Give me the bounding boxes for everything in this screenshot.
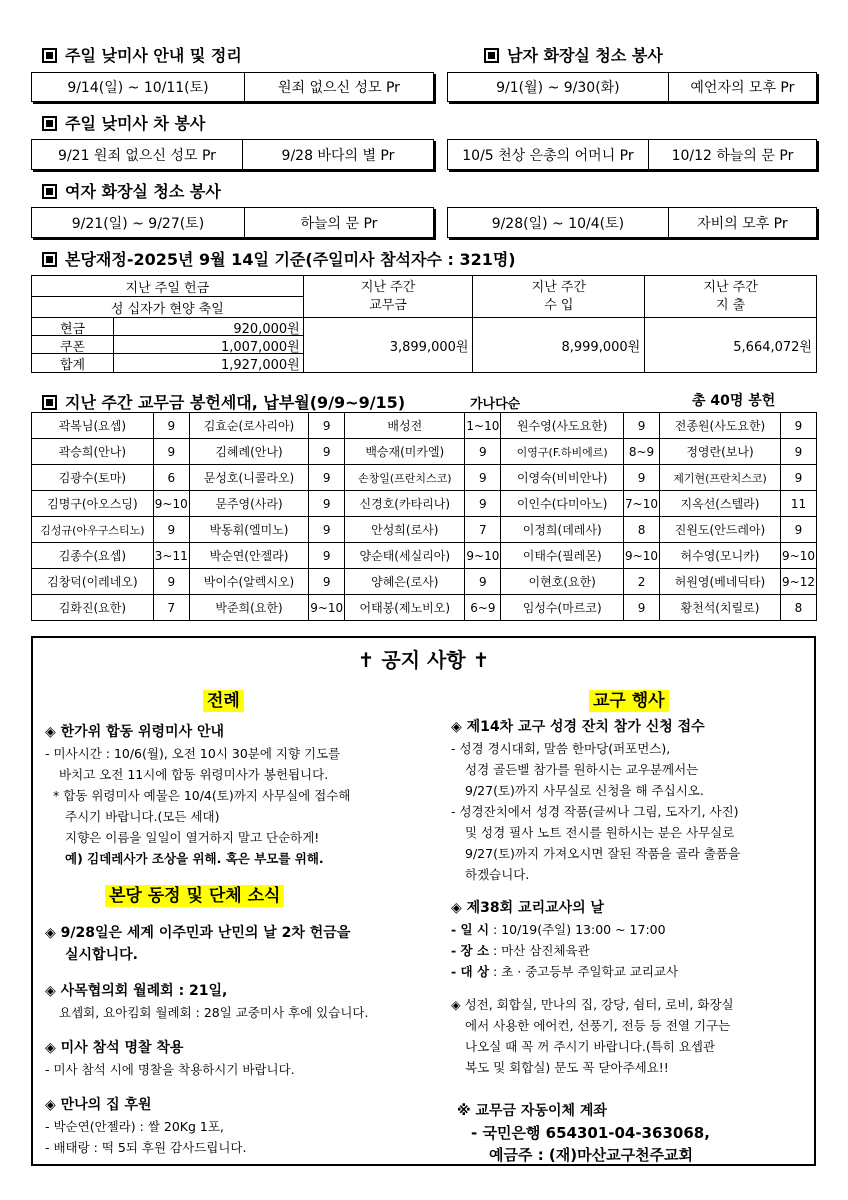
donor-name: 김혜례(안나) [189,439,308,465]
donor-name: 곽복님(요셉) [32,413,154,439]
table-row [32,491,817,517]
account-title: ※ 교무금 자동이체 계좌 [457,1103,607,1119]
donation-months: 9 [624,595,660,621]
donor-name: 배성전 [345,413,465,439]
manna-house-notice: ◈ 만나의 집 후원 [45,1097,152,1113]
donor-name: 박준희(요한) [189,595,308,621]
donor-name: 백승재(미카엘) [345,439,465,465]
donation-months: 11 [780,491,816,517]
donation-months: 3~11 [153,543,189,569]
donor-name: 박이수(알렉시오) [189,569,308,595]
group-cell: 예언자의 모후 Pr [690,80,795,96]
donation-months: 9 [309,517,345,543]
expense-value: 5,664,072원 [645,318,817,373]
account-number: - 국민은행 654301-04-363068, [471,1124,710,1142]
donations-table [31,412,817,621]
group-cell: 원죄 없으신 성모 Pr [277,80,400,96]
cross-feast-header: 성 십자가 현양 축일 [32,297,304,318]
donation-months: 9 [465,465,501,491]
donor-name: 김광수(토마) [32,465,154,491]
donation-months: 6~9 [465,595,501,621]
donation-months: 9 [624,465,660,491]
table-row [32,465,817,491]
finance-table [31,275,817,373]
square-bullet-icon [484,48,499,63]
tea-service-item: 9/21 원죄 없으신 성모 Pr [32,140,243,169]
notice-box [31,636,816,1166]
donor-name: 어태봉(제노비오) [345,595,465,621]
donor-name: 원수영(사도요한) [501,413,624,439]
donor-name: 김종수(요셉) [32,543,154,569]
donor-name: 이영숙(비비안나) [501,465,624,491]
tea-service-item: 10/12 하늘의 문 Pr [671,147,794,164]
donation-months: 9 [309,439,345,465]
donation-months: 9 [309,465,345,491]
donation-months: 9 [309,543,345,569]
donor-name: 황천석(치릴로) [660,595,781,621]
donor-name: 이현호(요한) [501,569,624,595]
donation-months: 9 [309,413,345,439]
donor-name: 신경호(카타리나) [345,491,465,517]
sunday-offering-header: 지난 주일 헌금 [32,276,304,297]
income-header: 지난 주간 수 입 [473,276,645,318]
donation-months: 8 [624,517,660,543]
donation-months: 2 [624,569,660,595]
donor-name: 임성수(마르코) [501,595,624,621]
donation-months: 1~10 [465,413,501,439]
donation-months: 7 [465,517,501,543]
period-cell: 9/28(일) ~ 10/4(토) [448,208,669,237]
community-heading: 본당 동정 및 단체 소식 [105,881,284,906]
donation-months: 8 [780,595,816,621]
donor-name: 이인수(다미아노) [501,491,624,517]
district-heading: 교구 행사 [589,686,669,711]
donation-months: 9 [153,569,189,595]
donor-name: 이정희(데레사) [501,517,624,543]
donation-months: 9 [465,569,501,595]
donor-name: 제기현(프란치스코) [660,465,781,491]
migrant-day-notice: ◈ 9/28일은 세계 이주민과 난민의 날 2차 헌금을 [45,925,351,941]
donation-months: 7 [153,595,189,621]
donation-months: 9 [780,517,816,543]
donor-name: 진원도(안드레아) [660,517,781,543]
square-bullet-icon [42,252,57,267]
donations-total: 총 40명 봉헌 [692,393,776,409]
donation-months: 9 [624,413,660,439]
memorial-mass-title: ◈ 한가위 합동 위령미사 안내 [45,724,225,740]
men-restroom-box [447,72,817,102]
donation-months: 9 [465,439,501,465]
donation-months: 9 [780,465,816,491]
account-section [457,1100,807,1166]
donor-name: 정영란(보나) [660,439,781,465]
donation-months: 9~10 [624,543,660,569]
period-cell: 9/21(일) ~ 9/27(토) [32,208,245,237]
donation-months: 9~10 [153,491,189,517]
square-bullet-icon [42,395,57,410]
income-value: 8,999,000원 [473,318,645,373]
table-row [32,413,817,439]
finance-title: 본당재정-2025년 9월 14일 기준(주일미사 참석자수 : 321명) [42,247,516,270]
donation-months: 9~10 [780,543,816,569]
donor-name: 김창덕(이레네오) [32,569,154,595]
group-cell: 하늘의 문 Pr [300,215,378,232]
men-restroom-title: 남자 화장실 청소 봉사 [484,43,663,66]
women-restroom-title: 여자 화장실 청소 봉사 [42,179,221,202]
donations-note: 가나다순 [470,397,521,412]
council-meeting-notice: ◈ 사목협의회 월례회 : 21일, [45,983,228,999]
district-section: ◈ 제14차 교구 성경 잔치 참가 신청 접수 - 성경 경시대회, 말씀 한마당(퍼포먼스), 성경 골든벨 참가를 원하시는 교우분께서는 9/27(토)까지 사무실로 신청을 해 주십시오. - 성경잔치에서 성경 작품(글씨나 그림, 도자기, 사진) 및 성경 필사 노트 전시를 원하시는 분은 사무실로 9/27(토)까지 가져오시면 잘된 작품을 골라 출품을 하겠습니다. ◈ 제38회 교리교사의 날 - 일 시 : 10/19(주일) 13:00 ~ 17:00 - 장 소 : 마산 삼진체육관 - 대 상 : 초 · 중고등부 주일학교 교리교사 ◈ 성전, 회합실, 만나의 집, 강당, 쉼터, 로비, 화장실 에서 사용한 에어컨, 선풍기, 전등 등 전열 기구는 나오실 때 꼭 꺼 주시기 바랍니다.(특히 요셉관 복도 및 회합실) 문도 꼭 닫아주세요!! [451,716,811,1078]
table-row [32,595,817,621]
donations-title: 지난 주간 교무금 봉헌세대, 납부월(9/9~9/15) [42,390,405,413]
donor-name: 이영구(F.하비에르) [501,439,624,465]
liturgy-section: ◈ 한가위 합동 위령미사 안내 - 미사시간 : 10/6(월), 오전 10시 30분에 지향 기도를 바치고 오전 11시에 합동 위령미사가 봉헌됩니다. * 합동 위령미사 예물은 10/4(토)까지 사무실에 접수해 주시기 바랍니다.(모든 세대) 지향은 이름을 일일이 열거하지 말고 단순하게! 예) 김데레사가 조상을 위해. 혹은 부모를 위해. [45,721,425,869]
tea-service-item: 9/28 바다의 별 Pr [281,147,395,164]
group-cell: 자비의 모후 Pr [697,215,788,232]
power-off-notice: ◈ 성전, 회합실, 만나의 집, 강당, 쉼터, 로비, 화장실 [451,997,734,1012]
donor-name: 김화진(요한) [32,595,154,621]
donation-months: 9~10 [309,595,345,621]
donor-name: 박순연(안젤라) [189,543,308,569]
donation-months: 8~9 [624,439,660,465]
donation-months: 7~10 [624,491,660,517]
total-value: 1,927,000원 [220,358,300,373]
donation-months: 9 [153,439,189,465]
donor-name: 김명구(아오스딩) [32,491,154,517]
donation-months: 9 [153,517,189,543]
period-cell: 9/1(월) ~ 9/30(화) [448,73,669,101]
square-bullet-icon [42,184,57,199]
sunday-mass-guide-box [31,72,434,102]
catechist-day-title: ◈ 제38회 교리교사의 날 [451,900,605,916]
donor-name: 허원영(베네딕타) [660,569,781,595]
women-restroom-box-1 [31,207,434,238]
donor-name: 김성규(아우구스티노) [32,517,154,543]
offering-breakdown: 현금 920,000원 쿠폰 1,007,000원 합계 1,927,000원 [32,318,304,373]
donor-name: 안성희(로사) [345,517,465,543]
donor-name: 전종원(사도요한) [660,413,781,439]
gyomugeum-value: 3,899,000원 [303,318,473,373]
donor-name: 김효순(로사리아) [189,413,308,439]
donor-name: 양순태(세실리아) [345,543,465,569]
donation-months: 9~10 [465,543,501,569]
tea-service-item: 10/5 천상 은총의 어머니 Pr [448,140,649,169]
donor-name: 지옥선(스텔라) [660,491,781,517]
bible-festival-title: ◈ 제14차 교구 성경 잔치 참가 신청 접수 [451,719,705,735]
donor-name: 손창일(프란치스코) [345,465,465,491]
square-bullet-icon [42,116,57,131]
donor-name: 양혜은(로사) [345,569,465,595]
donor-name: 이태수(필레몬) [501,543,624,569]
table-row [32,517,817,543]
donation-months: 6 [153,465,189,491]
donor-name: 문성호(니콜라오) [189,465,308,491]
donor-name: 문주영(사라) [189,491,308,517]
coupon-value: 1,007,000원 [220,340,300,355]
community-section: ◈ 9/28일은 세계 이주민과 난민의 날 2차 헌금을 실시합니다. ◈ 사목협의회 월례회 : 21일, 요셉회, 요아킴회 월례회 : 28일 교중미사 후에 있습니다. ◈ 미사 참석 명찰 착용 - 미사 참석 시에 명찰을 착용하시기 바랍니다. ◈ 만나의 집 후원 - 박순연(안젤라) : 쌀 20Kg 1포, - 배태랑 : 떡 5되 후원 감사드립니다. [45,922,435,1158]
tea-service-box-2 [447,139,817,170]
table-row [32,543,817,569]
account-holder: 예금주 : (재)마산교구천주교회 [489,1146,694,1164]
donation-months: 9 [780,413,816,439]
gyomugeum-header: 지난 주간 교무금 [303,276,473,318]
donations-table-body [32,413,817,621]
cash-value: 920,000원 [233,322,300,337]
tea-service-box-1 [31,139,434,170]
women-restroom-box-2 [447,207,817,238]
name-tag-notice: ◈ 미사 참석 명찰 착용 [45,1040,184,1056]
liturgy-heading: 전례 [203,686,244,711]
table-row [32,569,817,595]
square-bullet-icon [42,48,57,63]
period-cell: 9/14(일) ~ 10/11(토) [32,73,245,101]
donation-months: 9 [465,491,501,517]
table-row [32,439,817,465]
tea-service-title: 주일 낮미사 차 봉사 [42,111,205,134]
donation-months: 9 [153,413,189,439]
donor-name: 박동휘(엘미노) [189,517,308,543]
donation-months: 9 [309,569,345,595]
donor-name: 곽승희(안나) [32,439,154,465]
donor-name: 허수영(모니카) [660,543,781,569]
sunday-mass-guide-title: 주일 낮미사 안내 및 정리 [42,43,242,66]
donation-months: 9 [780,439,816,465]
donation-months: 9~12 [780,569,816,595]
expense-header: 지난 주간 지 출 [645,276,817,318]
notice-title: ✝ 공지 사항 ✝ [357,648,490,672]
donation-months: 9 [309,491,345,517]
